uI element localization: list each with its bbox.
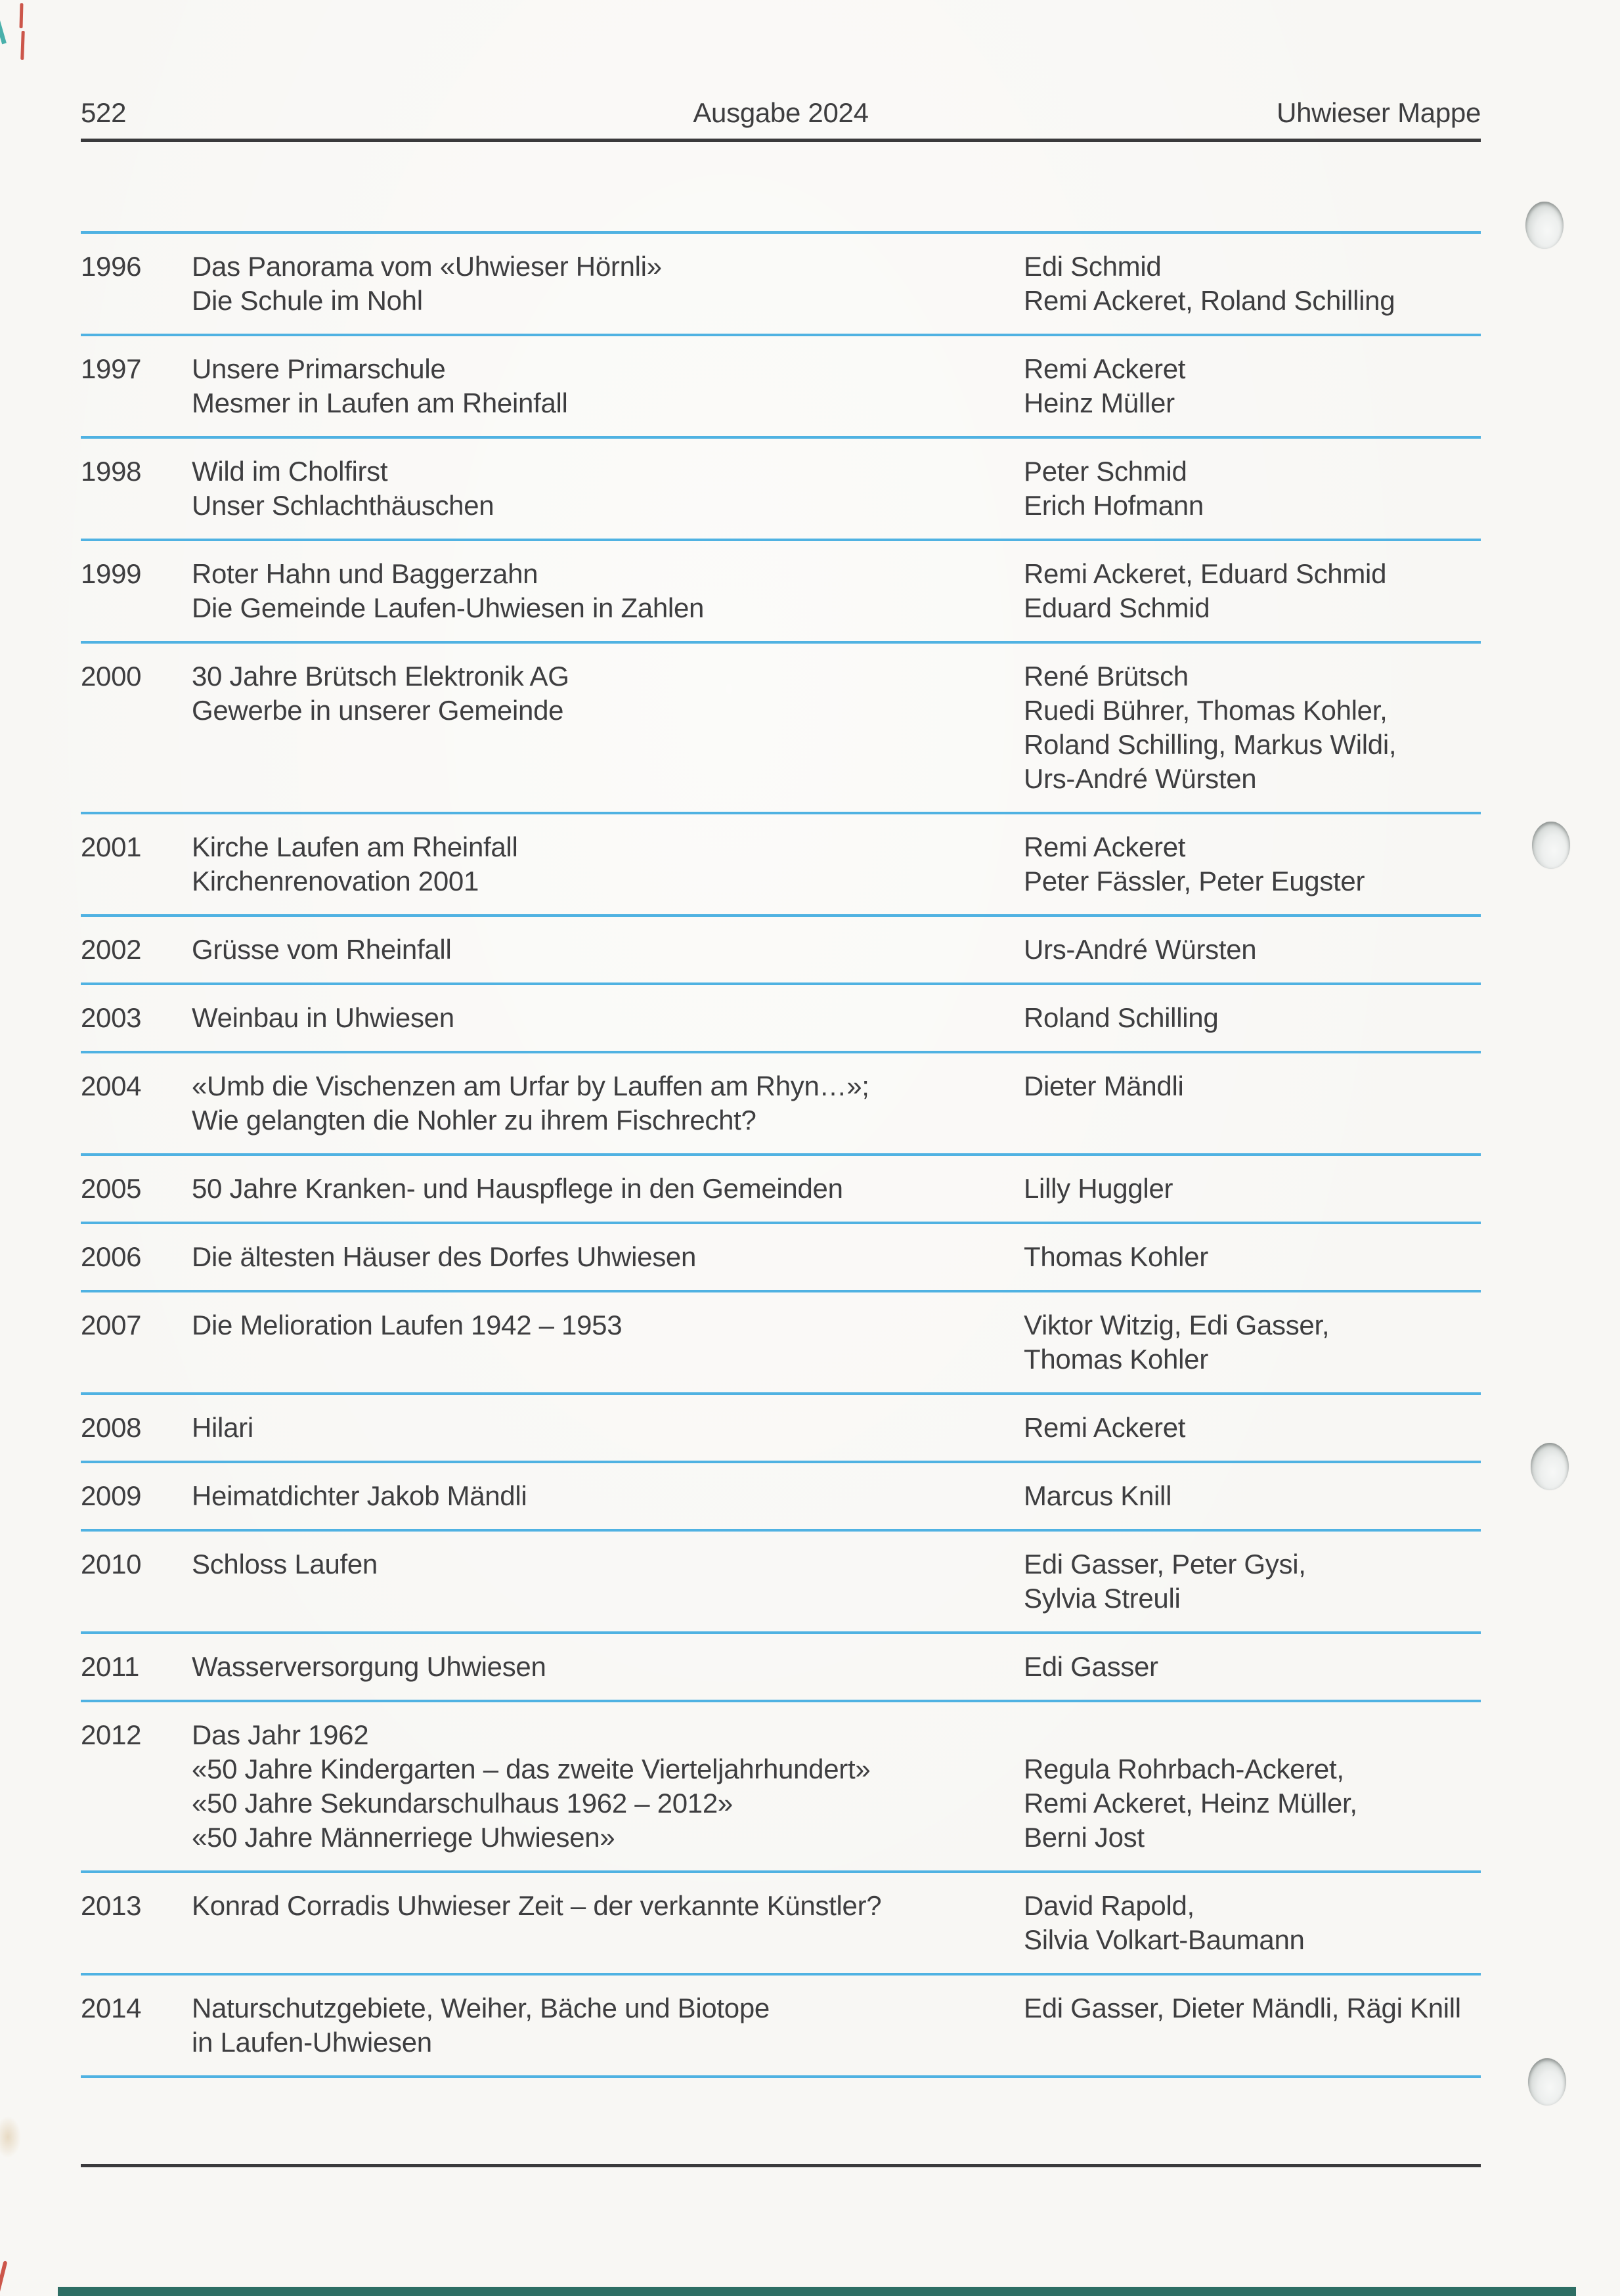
- title-cell: [192, 1069, 1024, 1137]
- title-line: Kirchenrenovation 2001: [192, 866, 479, 896]
- year-label: 2002: [81, 934, 142, 965]
- year-label: 2003: [81, 1002, 142, 1033]
- author-cell: [1024, 1547, 1481, 1616]
- author-cell: [1024, 250, 1481, 318]
- year-cell: [81, 1479, 192, 1513]
- table-row: [81, 812, 1481, 914]
- author-cell: [1024, 352, 1481, 420]
- title-line: «50 Jahre Sekundarschulhaus 1962 – 2012»: [192, 1788, 733, 1819]
- year-label: 1996: [81, 251, 142, 282]
- year-cell: [81, 352, 192, 420]
- year-label: 2011: [81, 1651, 140, 1682]
- scan-mark-teal: [0, 0, 7, 44]
- title-line: Das Jahr 1962: [192, 1719, 369, 1750]
- publication-title: Uhwieser Mappe: [1277, 97, 1481, 128]
- author-line: Thomas Kohler: [1024, 1241, 1208, 1272]
- year-label: 1997: [81, 353, 142, 384]
- yearbook-table: [81, 231, 1481, 2078]
- title-line: 30 Jahre Brütsch Elektronik AG: [192, 661, 569, 692]
- author-line: Dieter Mändli: [1024, 1071, 1184, 1101]
- title-cell: [192, 1889, 1024, 1957]
- year-label: 2000: [81, 661, 142, 692]
- year-label: 2001: [81, 831, 142, 862]
- year-label: 2005: [81, 1173, 142, 1204]
- title-cell: [192, 1547, 1024, 1616]
- author-cell: [1024, 830, 1481, 898]
- title-line: Die ältesten Häuser des Dorfes Uhwiesen: [192, 1241, 697, 1272]
- title-cell: [192, 1172, 1024, 1206]
- author-line: Thomas Kohler: [1024, 1344, 1208, 1375]
- title-cell: [192, 830, 1024, 898]
- author-line: Eduard Schmid: [1024, 592, 1210, 623]
- author-cell: [1024, 1650, 1481, 1684]
- author-cell: [1024, 454, 1481, 523]
- title-line: Kirche Laufen am Rheinfall: [192, 831, 518, 862]
- author-line: Heinz Müller: [1024, 387, 1175, 418]
- year-cell: [81, 1172, 192, 1206]
- year-cell: [81, 250, 192, 318]
- year-cell: [81, 830, 192, 898]
- table-row: [81, 982, 1481, 1051]
- table-row: [81, 436, 1481, 539]
- author-line: Roland Schilling: [1024, 1002, 1219, 1033]
- author-line: Edi Gasser: [1024, 1651, 1158, 1682]
- year-label: 2014: [81, 1993, 142, 2023]
- author-line: Lilly Huggler: [1024, 1173, 1173, 1204]
- title-line: Unser Schlachthäuschen: [192, 490, 494, 521]
- year-cell: [81, 454, 192, 523]
- title-line: Die Gemeinde Laufen-Uhwiesen in Zahlen: [192, 592, 705, 623]
- author-cell: [1024, 1411, 1481, 1445]
- table-row: [81, 1051, 1481, 1153]
- title-cell: [192, 1308, 1024, 1377]
- title-line: Die Melioration Laufen 1942 – 1953: [192, 1310, 623, 1340]
- year-label: 1998: [81, 456, 142, 487]
- author-cell: [1024, 557, 1481, 625]
- title-line: Konrad Corradis Uhwieser Zeit – der verkannte Künstler?: [192, 1890, 882, 1921]
- year-label: 2013: [81, 1890, 142, 1921]
- title-cell: [192, 1991, 1024, 2060]
- author-cell: [1024, 1172, 1481, 1206]
- title-line: Mesmer in Laufen am Rheinfall: [192, 387, 568, 418]
- year-cell: [81, 1308, 192, 1377]
- table-row: [81, 1222, 1481, 1290]
- title-line: Wasserversorgung Uhwiesen: [192, 1651, 546, 1682]
- author-line: Remi Ackeret, Eduard Schmid: [1024, 558, 1387, 589]
- scan-mark-red: [20, 3, 24, 28]
- punch-hole: [1531, 1443, 1569, 1490]
- year-label: 2006: [81, 1241, 142, 1272]
- author-line: Sylvia Streuli: [1024, 1583, 1181, 1614]
- title-cell: [192, 1650, 1024, 1684]
- author-cell: [1024, 1308, 1481, 1377]
- table-row: [81, 1529, 1481, 1631]
- table-row: [81, 1290, 1481, 1392]
- edition-title: Ausgabe 2024: [693, 97, 869, 128]
- author-line: Remi Ackeret: [1024, 831, 1186, 862]
- title-cell: [192, 1718, 1024, 1855]
- title-cell: [192, 1240, 1024, 1274]
- title-line: in Laufen-Uhwiesen: [192, 2027, 432, 2058]
- author-cell: [1024, 1240, 1481, 1274]
- table-row: [81, 914, 1481, 982]
- title-cell: [192, 1411, 1024, 1445]
- author-cell: [1024, 1001, 1481, 1035]
- author-line: Roland Schilling, Markus Wildi,: [1024, 729, 1397, 760]
- title-line: Grüsse vom Rheinfall: [192, 934, 452, 965]
- table-row: [81, 1392, 1481, 1461]
- year-cell: [81, 1240, 192, 1274]
- author-line: Regula Rohrbach-Ackeret,: [1024, 1754, 1344, 1784]
- title-line: Schloss Laufen: [192, 1549, 378, 1579]
- author-line: Urs-André Würsten: [1024, 934, 1257, 965]
- title-line: Unsere Primarschule: [192, 353, 446, 384]
- table-row: [81, 1973, 1481, 2075]
- year-label: 2010: [81, 1549, 142, 1579]
- year-label: 1999: [81, 558, 142, 589]
- author-cell: [1024, 1069, 1481, 1137]
- year-cell: [81, 1889, 192, 1957]
- year-cell: [81, 1001, 192, 1035]
- year-cell: [81, 1650, 192, 1684]
- title-cell: [192, 659, 1024, 796]
- year-cell: [81, 1547, 192, 1616]
- table-row: [81, 641, 1481, 812]
- author-cell: [1024, 933, 1481, 967]
- author-line: Remi Ackeret: [1024, 1412, 1186, 1443]
- author-line: Erich Hofmann: [1024, 490, 1204, 521]
- title-line: Roter Hahn und Baggerzahn: [192, 558, 538, 589]
- author-line: Ruedi Bührer, Thomas Kohler,: [1024, 695, 1388, 726]
- scan-mark-red: [20, 31, 25, 60]
- scan-mark-red: [0, 2261, 7, 2296]
- author-line: Urs-André Würsten: [1024, 763, 1257, 794]
- title-line: Das Panorama vom «Uhwieser Hörnli»: [192, 251, 662, 282]
- table-row: [81, 334, 1481, 436]
- punch-hole: [1532, 822, 1570, 869]
- title-cell: [192, 1001, 1024, 1035]
- table-row: [81, 1153, 1481, 1222]
- author-line: Remi Ackeret, Heinz Müller,: [1024, 1788, 1357, 1819]
- author-line: Remi Ackeret: [1024, 353, 1186, 384]
- title-line: Heimatdichter Jakob Mändli: [192, 1480, 527, 1511]
- title-line: Wild im Cholfirst: [192, 456, 388, 487]
- title-line: «50 Jahre Männerriege Uhwiesen»: [192, 1822, 615, 1853]
- title-line: Hilari: [192, 1412, 253, 1443]
- title-line: 50 Jahre Kranken- und Hauspflege in den Gemeinden: [192, 1173, 843, 1204]
- author-cell: [1024, 1889, 1481, 1957]
- table-row: [81, 231, 1481, 334]
- year-cell: [81, 1069, 192, 1137]
- title-cell: [192, 250, 1024, 318]
- year-cell: [81, 557, 192, 625]
- table-row: [81, 1461, 1481, 1529]
- year-cell: [81, 659, 192, 796]
- table-row: [81, 1870, 1481, 1973]
- year-label: 2012: [81, 1719, 142, 1750]
- author-line: René Brütsch: [1024, 661, 1189, 692]
- author-line: Remi Ackeret, Roland Schilling: [1024, 285, 1395, 316]
- title-line: Gewerbe in unserer Gemeinde: [192, 695, 564, 726]
- title-line: Weinbau in Uhwiesen: [192, 1002, 454, 1033]
- title-line: Die Schule im Nohl: [192, 285, 423, 316]
- title-line: «50 Jahre Kindergarten – das zweite Vierteljahrhundert»: [192, 1754, 871, 1784]
- page-number: 522: [81, 97, 127, 128]
- table-row: [81, 539, 1481, 641]
- year-cell: [81, 933, 192, 967]
- page-header: [81, 0, 1481, 142]
- author-line: Edi Gasser, Peter Gysi,: [1024, 1549, 1306, 1579]
- author-line: Marcus Knill: [1024, 1480, 1172, 1511]
- title-cell: [192, 557, 1024, 625]
- author-line: Edi Gasser, Dieter Mändli, Rägi Knill: [1024, 1993, 1461, 2023]
- author-cell: [1024, 1991, 1481, 2060]
- year-label: 2008: [81, 1412, 142, 1443]
- year-label: 2007: [81, 1310, 142, 1340]
- title-line: Naturschutzgebiete, Weiher, Bäche und Biotope: [192, 1993, 770, 2023]
- title-cell: [192, 933, 1024, 967]
- author-line: Edi Schmid: [1024, 251, 1162, 282]
- author-line: Berni Jost: [1024, 1822, 1145, 1853]
- year-cell: [81, 1991, 192, 2060]
- author-line: Peter Schmid: [1024, 456, 1187, 487]
- title-cell: [192, 1479, 1024, 1513]
- title-cell: [192, 352, 1024, 420]
- title-cell: [192, 454, 1024, 523]
- footer-color-bar: [58, 2287, 1576, 2296]
- year-cell: [81, 1718, 192, 1855]
- year-label: 2009: [81, 1480, 142, 1511]
- year-label: 2004: [81, 1071, 142, 1101]
- author-cell: [1024, 1479, 1481, 1513]
- table-row: [81, 1700, 1481, 1870]
- author-cell: [1024, 1718, 1481, 1855]
- title-line: «Umb die Vischenzen am Urfar by Lauffen am Rhyn…»;: [192, 1071, 869, 1101]
- scan-mark-smudge: [0, 2116, 21, 2158]
- year-cell: [81, 1411, 192, 1445]
- punch-hole: [1528, 2058, 1566, 2106]
- bottom-rule: [81, 2164, 1481, 2167]
- table-row: [81, 1631, 1481, 1700]
- author-line: Silvia Volkart-Baumann: [1024, 1924, 1305, 1955]
- author-line: David Rapold,: [1024, 1890, 1194, 1921]
- punch-hole: [1525, 202, 1564, 249]
- title-line: Wie gelangten die Nohler zu ihrem Fischrecht?: [192, 1105, 756, 1136]
- author-line: Viktor Witzig, Edi Gasser,: [1024, 1310, 1330, 1340]
- author-line: Peter Fässler, Peter Eugster: [1024, 866, 1365, 896]
- author-cell: [1024, 659, 1481, 796]
